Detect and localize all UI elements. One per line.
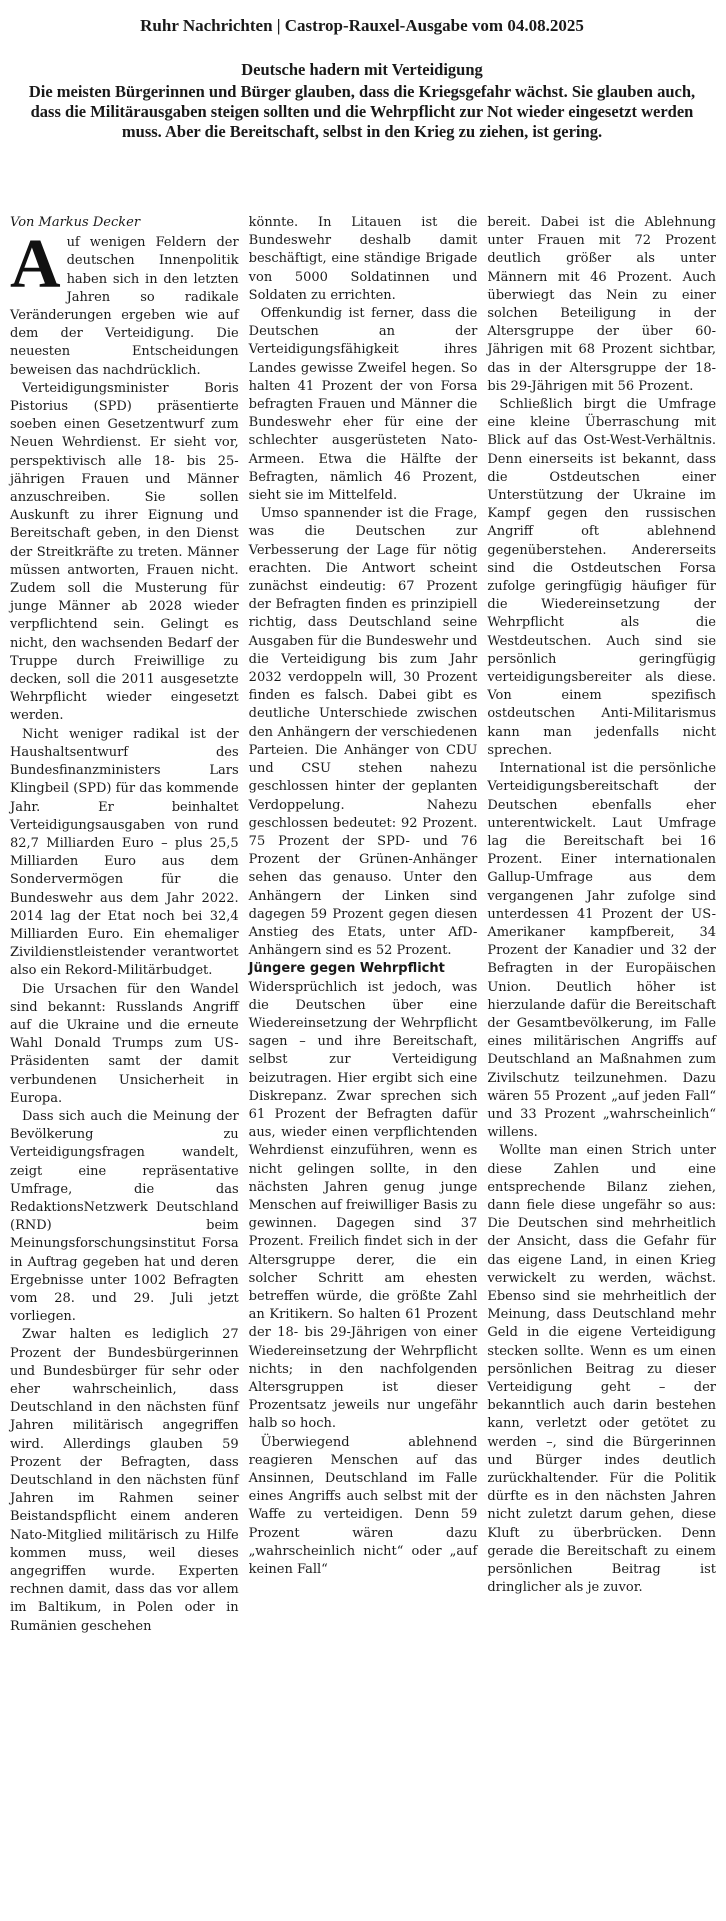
paragraph: International ist die persönliche Verteidigungsbereitschaft der Deutschen ebenfalls eher unterentwickelt. Laut Umfrage lag die Bereitschaft bei 16 Prozent. Einer internationalen Gallup-Umfrage aus dem vergangenen Jahr zufolge sind unterdessen 41 Prozent der US-Amerikaner kampfbereit, 34 Prozent der Kanadier und 32 der Befragten in der Europäischen Union. Deutlich höher ist hierzulande dafür die Bereitschaft der Gesamtbevölkerung, im Falle eines militärischen Angriffs auf Deutschland an Maßnahmen zum Zivilschutz teilzunehmen. Dazu wären 55 Prozent „auf jeden Fall“ und 33 Prozent „wahrscheinlich“ willens. [487, 761, 717, 1141]
paragraph: bereit. Dabei ist die Ablehnung unter Frauen mit 72 Prozent deutlich größer als unter Männern mit 46 Prozent. Auch überwiegt das Nein zu einer solchen Beteiligung in der Altersgruppe der über 60-Jährigen mit 68 Prozent sichtbar, das in der Altersgruppe der 18- bis 29-Jährigen mit 56 Prozent. [487, 215, 717, 394]
paragraph: Zwar halten es lediglich 27 Prozent der Bundesbürgerinnen und Bundesbürger für sehr oder eher wahrscheinlich, dass Deutschland in den nächsten fünf Jahren militärisch angegriffen wird. Allerdings glauben 59 Prozent der Befragten, dass Deutschland in den nächsten fünf Jahren im Rahmen seiner Beistandspflicht einem anderen Nato-Mitglied militärisch zu Hilfe kommen muss, weil dieses angegriffen wurde. Experten rechnen damit, dass das vor allem im Baltikum, in Polen oder in Rumänien geschehen [10, 1327, 239, 1634]
deck: Die meisten Bürgerinnen und Bürger glauben, dass die Kriegsgefahr wächst. Sie glauben auch, dass die Militärausgaben steigen sollten und die Wehrpflicht zur Not wieder eingesetzt werden muss. Aber die Bereitschaft, selbst in den Krieg zu ziehen, ist gering. [28, 82, 696, 141]
paragraph: Verteidigungsminister Boris Pistorius (SPD) präsentierte soeben einen Gesetzentwurf zum Neuen Wehrdienst. Er sieht vor, perspektivisch alle 18- bis 25-jährigen Frauen und Männer anzuschreiben. Sie sollen Auskunft zu ihrer Eignung und Bereitschaft geben, in den Dienst der Streitkräfte zu treten. Männer müssen antworten, Frauen nicht. Zudem soll die Musterung für junge Männer ab 2028 wieder verpflichtend sein. Gelingt es nicht, den wachsenden Bedarf der Truppe durch Freiwillige zu decken, soll die 2011 ausgesetzte Wehrpflicht wieder eingesetzt werden. [10, 380, 239, 724]
subheading: Jüngere gegen Wehrpflicht [248, 961, 445, 977]
paragraph: Nicht weniger radikal ist der Haushaltsentwurf des Bundesfinanzministers Lars Klingbeil (SPD) für das kommende Jahr. Er beinhaltet Verteidigungsausgaben von rund 82,7 Milliarden Euro – plus 25,5 Milliarden Euro aus dem Sondervermögen für die Bundeswehr aus dem Jahr 2022. 2014 lag der Etat noch bei 32,4 Milliarden Euro. Ein ehemaliger Zivildienstleistender verantwortet also ein Rekord-Militärbudget. [10, 726, 239, 979]
byline: Von Markus Decker [10, 215, 141, 230]
paragraph: Wollte man einen Strich unter diese Zahlen und eine entsprechende Bilanz ziehen, dann fiele diese ungefähr so aus: Die Deutschen sind mehrheitlich der Ansicht, dass die Gefahr für das eigene Land, in einen Krieg verwickelt zu werden, wächst. Ebenso sind sie mehrheitlich der Meinung, dass Deutschland mehr Geld in die eigene Verteidigung stecken sollte. Wenn es um einen persönlichen Beitrag zu dieser Verteidigung geht – der bekanntlich auch darin bestehen kann, verletzt oder getötet zu werden –, sind die Bürgerinnen und Bürger indes deutlich zurückhaltender. Für die Politik dürfte es in den nächsten Jahren nicht zuletzt darum gehen, diese Kluft zu überbrücken. Denn gerade die Bereitschaft zu einem persönlichen Beitrag ist dringlicher als je zuvor. [487, 1143, 717, 1596]
paragraph: Schließlich birgt die Umfrage eine kleine Überraschung mit Blick auf das Ost-West-Verhältnis. Denn einerseits ist bekannt, dass die Ostdeutschen einer Unterstützung der Ukraine im Kampf gegen den russischen Angriff oft ablehnend gegenüberstehen. Andererseits sind die Ostdeutschen Forsa zufolge geringfügig häufiger für die Wiedereinsetzung der Wehrpflicht als die Westdeutschen. Auch sind sie persönlich geringfügig verteidigungsbereiter als diese. Von einem spezifisch ostdeutschen Anti-Militarismus kann man jedenfalls nicht sprechen. [487, 397, 717, 758]
paragraph: Die Ursachen für den Wandel sind bekannt: Russlands Angriff auf die Ukraine und die erneute Wahl Donald Trumps zum US-Präsidenten samt der damit verbundenen Unsicherheit in Europa. [10, 981, 239, 1106]
column-3 [487, 214, 716, 1636]
drop-cap: A [10, 226, 61, 304]
paragraph: Auf wenigen Feldern der deutschen Innenpolitik haben sich in den letzten Jahren so radikale Veränderungen ergeben wie auf dem der Verteidigung. Die neuesten Entscheidungen beweisen das nachdrücklich. [10, 226, 239, 378]
paragraph: Widersprüchlich ist jedoch, was die Deutschen über eine Wiedereinsetzung der Wehrpflicht sagen – und ihre Bereitschaft, selbst zur Verteidigung beizutragen. Hier ergibt sich eine Diskrepanz. Zwar sprechen sich 61 Prozent der Befragten dafür aus, wieder einen verpflichtenden Wehrdienst einzuführen, wenn es nicht gelingen sollte, in den nächsten Jahren genug junge Menschen auf freiwilliger Basis zu gewinnen. Dagegen sind 37 Prozent. Freilich findet sich in der Altersgruppe derer, die ein solcher Schritt am ehesten betreffen würde, die größte Zahl an Kritikern. So halten 61 Prozent der 18- bis 29-Jährigen von einer Wiedereinsetzung der Wehrpflicht nichts; in den nachfolgenden Altersgruppen ist dieser Prozentsatz jeweils nur ungefähr halb so hoch. [248, 979, 478, 1432]
paragraph: Umso spannender ist die Frage, was die Deutschen zur Verbesserung der Lage für nötig erachten. Die Antwort scheint zunächst eindeutig: 67 Prozent der Befragten finden es prinzipiell richtig, dass Deutschland seine Ausgaben für die Bundeswehr und die Verteidigung bis zum Jahr 2032 verdoppeln will, 30 Prozent finden es falsch. Dabei gibt es deutliche Unterschiede zwischen den Anhängern der verschiedenen Parteien. Die Anhänger von CDU und CSU stehen nahezu geschlossen hinter der geplanten Verdoppelung. Nahezu geschlossen bedeutet: 92 Prozent. 75 Prozent der SPD- und 76 Prozent der Grünen-Anhänger sehen das genauso. Unter den Anhängern der Linken sind dagegen 59 Prozent gegen diesen Anstieg des Etats, unter AfD-Anhängern sind es 52 Prozent. [248, 506, 478, 959]
paragraph: Dass sich auch die Meinung der Bevölkerung zu Verteidigungsfragen wandelt, zeigt eine repräsentative Umfrage, die das RedaktionsNetzwerk Deutschland (RND) beim Meinungsforschungsinstitut Forsa in Auftrag gegeben hat und deren Ergebnisse unter 1002 Befragten vom 28. und 29. Juli jetzt vorliegen. [10, 1108, 239, 1325]
column-1 [10, 214, 239, 1636]
article-body [10, 214, 716, 1636]
paragraph: könnte. In Litauen ist die Bundeswehr deshalb damit beschäftigt, eine ständige Brigade von 5000 Soldatinnen und Soldaten zu errichten. [248, 215, 478, 303]
paragraph: Offenkundig ist ferner, dass die Deutschen an der Verteidigungsfähigkeit ihres Landes gewisse Zweifel hegen. So halten 41 Prozent der von Forsa befragten Frauen und Männer die Bundeswehr eher für eine der schlechter ausgerüsteten Nato-Armeen. Etwa die Hälfte der Befragten, nämlich 46 Prozent, sieht sie im Mittelfeld. [248, 306, 478, 504]
headline: Deutsche hadern mit Verteidigung [241, 60, 483, 79]
column-2 [249, 214, 478, 1636]
paragraph: Überwiegend ablehnend reagieren Menschen auf das Ansinnen, Deutschland im Falle eines Angriffs auch selbst mit der Waffe zu verteidigen. Denn 59 Prozent wären dazu „wahrscheinlich nicht“ oder „auf keinen Fall“ [248, 1434, 478, 1578]
masthead: Ruhr Nachrichten | Castrop-Rauxel-Ausgabe vom 04.08.2025 [140, 16, 584, 35]
